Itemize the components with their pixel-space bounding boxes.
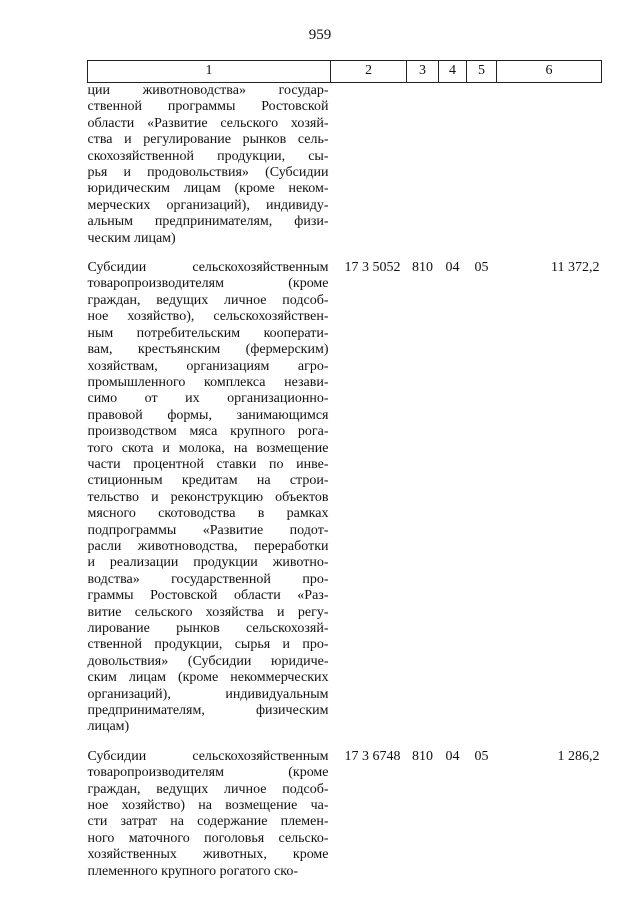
description-line: племенного крупного рогатого ско-	[87, 863, 299, 879]
description-line: стиционным кредитам на строи-	[87, 473, 329, 489]
description-line: ное хозяйство) на возмещение ча-	[87, 798, 329, 814]
description-line: того скота и молока, на возмещение	[87, 440, 329, 456]
description-line: производством мяса крупного рога-	[87, 424, 329, 440]
description-line: юридическим лицам (кроме неком-	[87, 181, 329, 197]
amount: 11 372,2	[551, 260, 600, 276]
amount	[497, 83, 602, 248]
description-line: Субсидии сельскохозяйственным	[87, 260, 329, 276]
subsection: 05	[474, 748, 489, 764]
column-header-5: 5	[467, 61, 497, 83]
description-line: правовой формы, занимающимся	[87, 407, 329, 423]
target-article-code	[331, 83, 407, 248]
expense-type: 810	[412, 260, 433, 276]
description-line: области «Развитие сельского хозяй-	[87, 115, 329, 131]
expense-type	[407, 83, 439, 248]
description-line: товаропроизводителям (кроме	[87, 276, 329, 292]
description-line: ции животноводства» государ-	[87, 83, 329, 98]
table-row	[88, 260, 602, 736]
description-line: ное хозяйство), сельскохозяйствен-	[87, 309, 329, 325]
row-description	[88, 83, 331, 248]
page-number: 959	[308, 27, 332, 43]
description-line: товаропроизводителям (кроме	[87, 765, 329, 781]
subsection	[467, 83, 497, 248]
description-line: тельство и реконструкцию объектов	[87, 489, 329, 505]
section: 04	[445, 748, 460, 764]
description-line: граждан, ведущих личное подсоб-	[87, 292, 329, 308]
description-line: сти затрат на содержание племен-	[87, 814, 329, 830]
row-spacer-cell	[88, 247, 602, 260]
description-line: ственной продукции, сырья и про-	[87, 637, 329, 653]
description-line: мясного скотоводства в рамках	[87, 506, 329, 522]
description-line: хозяйствам, организациям агро-	[87, 358, 329, 374]
description-line: лицам)	[87, 719, 130, 735]
target-article-code: 17 3 6748	[344, 748, 401, 764]
description-line: альным предпринимателям, физи-	[87, 214, 329, 230]
description-line: ства и регулирование рынков сель-	[87, 132, 329, 148]
description-line: и реализации продукции животно-	[87, 555, 329, 571]
description-line: подпрограммы «Развитие подот-	[87, 522, 329, 538]
description-line: вам, крестьянским (фермерским)	[87, 342, 329, 358]
table-header-row	[88, 61, 602, 83]
description-line: организаций), индивидуальным	[87, 686, 329, 702]
section: 04	[445, 260, 460, 276]
row-spacer	[88, 247, 602, 260]
row-spacer	[88, 736, 602, 749]
table-row	[88, 749, 602, 880]
description-line: лирование рынков сельскохозяй-	[87, 621, 329, 636]
description-line: Субсидии сельскохозяйственным	[87, 748, 329, 764]
description-line: ческим лицам)	[87, 230, 176, 246]
description-line: ным потребительским кооперати-	[87, 325, 329, 341]
description-line: промышленного комплекса незави-	[87, 374, 329, 390]
description-line: граждан, ведущих личное подсоб-	[87, 781, 329, 797]
column-header-3: 3	[407, 61, 439, 83]
table-row	[88, 83, 602, 248]
subsection: 05	[474, 260, 489, 276]
column-header-4: 4	[439, 61, 467, 83]
table-body	[88, 83, 602, 881]
description-line: части процентной ставки по инве-	[87, 456, 329, 472]
description-line: ственной программы Ростовской	[87, 99, 329, 115]
row-spacer-cell	[88, 736, 602, 749]
expense-type: 810	[412, 748, 433, 764]
description-line: витие сельского хозяйства и регу-	[87, 604, 329, 620]
description-line: ного маточного поголовья сельско-	[87, 830, 329, 846]
description-line: предпринимателям, физическим	[87, 703, 329, 719]
description-line: водства» государственной про-	[87, 571, 329, 587]
section	[439, 83, 467, 248]
column-header-6: 6	[497, 61, 602, 83]
description-line: хозяйственных животных, кроме	[87, 847, 329, 863]
row-description	[88, 260, 331, 736]
target-article-code: 17 3 5052	[344, 260, 401, 276]
description-line: расли животноводства, переработки	[87, 538, 329, 554]
description-line: граммы Ростовской области «Раз-	[87, 588, 329, 604]
description-line: рья и продовольствия» (Субсидии	[87, 165, 329, 181]
description-line: симо от их организационно-	[87, 391, 329, 407]
description-line: довольствия» (Субсидии юридиче-	[87, 653, 329, 669]
column-header-2: 2	[331, 61, 407, 83]
row-description	[88, 749, 331, 880]
description-line: мерческих организаций), индивиду-	[87, 197, 329, 213]
column-header-1: 1	[88, 61, 331, 83]
description-line: ским лицам (кроме некоммерческих	[87, 670, 329, 686]
budget-table	[87, 60, 602, 880]
description-line: скохозяйственной продукции, сы-	[87, 148, 329, 164]
amount: 1 286,2	[557, 748, 600, 764]
